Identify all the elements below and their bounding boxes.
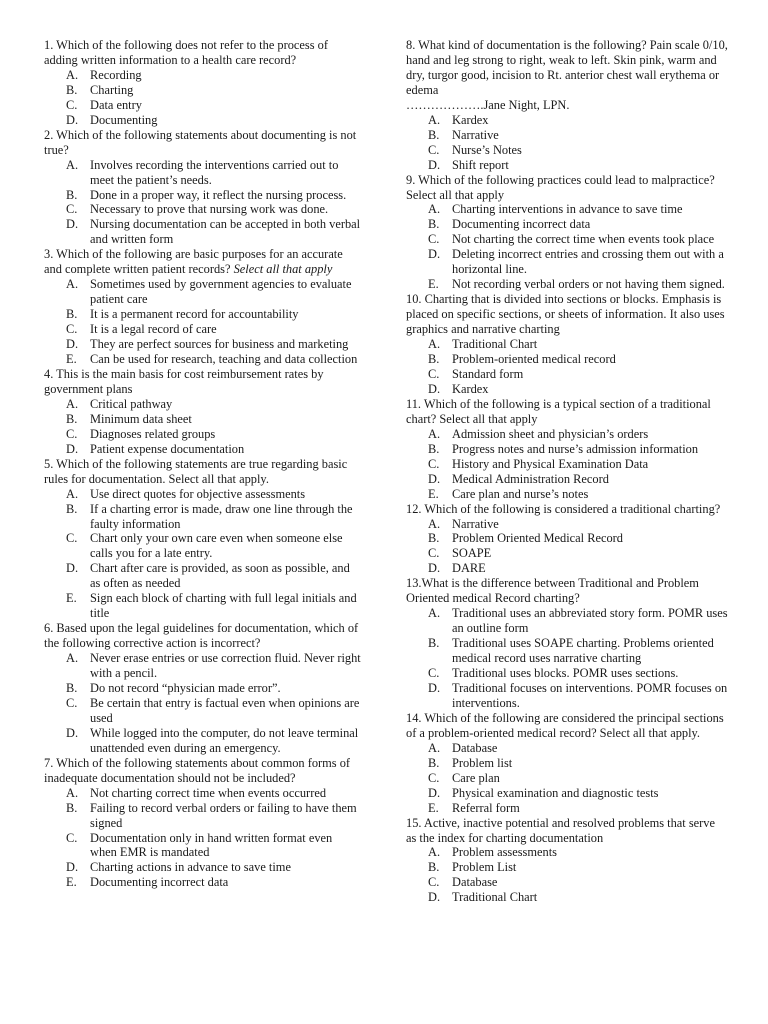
options-list [406, 606, 728, 711]
option-text: Deleting incorrect entries and crossing them out with a horizontal line. [452, 247, 724, 277]
option-item [44, 98, 362, 113]
option-item [44, 83, 362, 98]
option-text: Problem Oriented Medical Record [452, 531, 624, 546]
option-item [44, 113, 362, 128]
option-letter: D. [66, 725, 79, 740]
option-item [44, 561, 362, 591]
option-letter: D. [66, 112, 79, 127]
option-letter: C. [428, 232, 440, 247]
option-item [406, 771, 728, 786]
option-letter: A. [428, 516, 441, 531]
option-text: Traditional Chart [452, 890, 538, 905]
option-letter: D. [66, 860, 79, 875]
option-text: Necessary to prove that nursing work was done. [90, 202, 329, 217]
question-block [406, 173, 728, 293]
option-item [406, 845, 728, 860]
option-letter: A. [428, 337, 441, 352]
option-item [44, 696, 362, 726]
option-item [44, 322, 362, 337]
question-block [44, 756, 362, 891]
option-text: Traditional uses SOAPE charting. Problems oriented medical record uses narrative charting [452, 636, 714, 666]
option-text: Documenting [90, 112, 158, 127]
option-item [406, 472, 728, 487]
option-letter: E. [66, 875, 77, 890]
option-letter: C. [428, 456, 440, 471]
options-list [406, 741, 728, 816]
question-text: 1. Which of the following does not refer to the process of adding written information to a health care record? [44, 38, 328, 67]
option-letter: D. [66, 561, 79, 576]
option-text: Database [452, 740, 498, 755]
option-text: Documenting incorrect data [90, 875, 229, 890]
option-letter: C. [428, 666, 440, 681]
option-item [406, 202, 728, 217]
options-list [406, 202, 728, 292]
option-letter: D. [428, 785, 441, 800]
question-text: 13.What is the difference between Traditional and Problem Oriented medical Record charting? [406, 576, 699, 606]
option-item [406, 232, 728, 247]
option-text: Patient expense documentation [90, 441, 245, 456]
option-text: Traditional Chart [452, 337, 538, 352]
question-text: 14. Which of the following are considered the principal sections of a problem-oriented medical record? Select all that apply. [406, 710, 724, 740]
option-letter: B. [66, 82, 78, 97]
option-item [406, 247, 728, 277]
question-text: 8. What kind of documentation is the following? Pain scale 0/10, hand and leg strong to right, weak to left. Skin pink, warm and dry, turgor good, incision to Rt. anterior chest wall erythema or edema ……………….Jane Night, LPN. [406, 38, 728, 112]
option-text: Minimum data sheet [90, 411, 192, 426]
option-letter: C. [428, 546, 440, 561]
option-text: Use direct quotes for objective assessments [90, 486, 306, 501]
option-letter: C. [66, 531, 78, 546]
signature-line: ……………….Jane Night, LPN. [406, 97, 570, 112]
options-list [406, 337, 728, 397]
option-item [406, 561, 728, 576]
option-letter: C. [428, 770, 440, 785]
options-list [44, 68, 362, 128]
option-text: Kardex [452, 381, 489, 396]
option-item [406, 786, 728, 801]
option-item [406, 546, 728, 561]
option-text: Failing to record verbal orders or failing to have them signed [90, 800, 357, 830]
question-block [44, 457, 362, 621]
option-text: Do not record “physician made error”. [90, 680, 281, 695]
option-item [406, 442, 728, 457]
question-text: 6. Based upon the legal guidelines for documentation, which of the following corrective action is incorrect? [44, 621, 359, 651]
option-text: Not charting correct time when events occurred [90, 785, 327, 800]
option-letter: B. [66, 680, 78, 695]
options-list [44, 786, 362, 891]
option-item [406, 741, 728, 756]
option-letter: D. [428, 680, 441, 695]
option-letter: B. [428, 860, 440, 875]
question-block [44, 38, 362, 128]
option-text: Problem List [452, 860, 517, 875]
option-item [44, 681, 362, 696]
option-text: They are perfect sources for business and marketing [90, 337, 349, 352]
option-text: Sign each block of charting with full legal initials and title [90, 591, 357, 621]
option-letter: B. [428, 352, 440, 367]
option-text: History and Physical Examination Data [452, 456, 649, 471]
question-text: 2. Which of the following statements about documenting is not true? [44, 127, 357, 157]
question-block [406, 38, 728, 173]
option-letter: A. [66, 651, 79, 666]
option-item [44, 352, 362, 367]
option-letter: E. [66, 591, 77, 606]
option-item [44, 217, 362, 247]
option-letter: D. [428, 381, 441, 396]
left-column [44, 38, 362, 890]
option-item [406, 457, 728, 472]
option-text: It is a permanent record for accountability [90, 307, 299, 322]
option-text: Traditional uses blocks. POMR uses sections. [452, 666, 679, 681]
option-item [406, 756, 728, 771]
option-text: Never erase entries or use correction fluid. Never right with a pencil. [90, 651, 361, 681]
option-item [406, 666, 728, 681]
option-text: Traditional uses an abbreviated story form. POMR uses an outline form [452, 606, 728, 636]
option-text: Narrative [452, 127, 499, 142]
question-text: 12. Which of the following is considered a traditional charting? [406, 501, 721, 516]
option-text: It is a legal record of care [90, 322, 217, 337]
option-text: Medical Administration Record [452, 471, 609, 486]
option-letter: A. [66, 157, 79, 172]
option-letter: C. [66, 322, 78, 337]
option-text: Chart after care is provided, as soon as possible, and as often as needed [90, 561, 350, 591]
option-text: Standard form [452, 366, 524, 381]
option-item [406, 875, 728, 890]
option-letter: B. [428, 441, 440, 456]
question-text: 15. Active, inactive potential and resolved problems that serve as the index for charting documentation [406, 815, 715, 845]
question-block [44, 367, 362, 457]
option-item [44, 502, 362, 532]
options-list [406, 517, 728, 577]
option-letter: E. [428, 800, 439, 815]
option-letter: A. [428, 845, 441, 860]
option-letter: B. [428, 217, 440, 232]
option-letter: A. [66, 67, 79, 82]
option-item [406, 128, 728, 143]
option-item [406, 801, 728, 816]
option-letter: B. [428, 531, 440, 546]
option-letter: B. [66, 411, 78, 426]
option-item [406, 382, 728, 397]
question-text: 9. Which of the following practices could lead to malpractice? Select all that apply [406, 172, 715, 202]
option-letter: B. [428, 636, 440, 651]
option-letter: C. [428, 875, 440, 890]
options-list [44, 487, 362, 622]
option-text: Physical examination and diagnostic tests [452, 785, 659, 800]
option-letter: A. [428, 606, 441, 621]
option-text: Problem assessments [452, 845, 557, 860]
option-item [44, 875, 362, 890]
option-item [44, 726, 362, 756]
option-item [44, 307, 362, 322]
option-text: Admission sheet and physician’s orders [452, 426, 649, 441]
option-letter: E. [428, 277, 439, 292]
option-text: Narrative [452, 516, 499, 531]
option-item [44, 487, 362, 502]
option-letter: C. [428, 142, 440, 157]
option-letter: B. [66, 187, 78, 202]
option-text: Charting [90, 82, 134, 97]
options-list [44, 397, 362, 457]
option-letter: A. [66, 396, 79, 411]
question-block [406, 292, 728, 397]
option-text: Problem list [452, 755, 513, 770]
option-letter: E. [66, 352, 77, 367]
question-text: 5. Which of the following statements are true regarding basic rules for documentation. Select all that apply. [44, 456, 348, 486]
option-item [44, 202, 362, 217]
option-letter: A. [66, 785, 79, 800]
option-item [44, 442, 362, 457]
options-list [406, 845, 728, 905]
option-text: Kardex [452, 112, 489, 127]
question-block [406, 502, 728, 577]
option-item [406, 367, 728, 382]
option-letter: C. [428, 366, 440, 381]
option-text: Critical pathway [90, 396, 173, 411]
option-text: If a charting error is made, draw one line through the faulty information [90, 501, 353, 531]
option-item [44, 651, 362, 681]
option-text: Care plan and nurse’s notes [452, 486, 589, 501]
option-letter: B. [66, 501, 78, 516]
option-text: Data entry [90, 97, 142, 112]
option-text: Documentation only in hand written format even when EMR is mandated [90, 830, 333, 860]
question-text: 10. Charting that is divided into sections or blocks. Emphasis is placed on specific sections, or sheets of information. It also uses graphics and narrative charting [406, 292, 725, 337]
option-item [406, 636, 728, 666]
option-item [406, 606, 728, 636]
options-list [44, 277, 362, 367]
question-block [406, 816, 728, 906]
option-item [44, 277, 362, 307]
option-item [406, 531, 728, 546]
option-text: Documenting incorrect data [452, 217, 591, 232]
option-letter: A. [428, 112, 441, 127]
option-text: Care plan [452, 770, 500, 785]
option-item [406, 143, 728, 158]
option-text: Recording [90, 67, 142, 82]
option-text: Not charting the correct time when events took place [452, 232, 715, 247]
option-item [406, 427, 728, 442]
option-item [406, 352, 728, 367]
option-item [44, 831, 362, 861]
option-item [44, 188, 362, 203]
option-letter: D. [66, 217, 79, 232]
question-block [406, 576, 728, 711]
option-text: Charting actions in advance to save time [90, 860, 291, 875]
option-letter: D. [66, 441, 79, 456]
question-block [406, 397, 728, 502]
question-text: 4. This is the main basis for cost reimbursement rates by government plans [44, 366, 324, 396]
options-list [406, 427, 728, 502]
option-text: Nurse’s Notes [452, 142, 522, 157]
option-text: While logged into the computer, do not leave terminal unattended even during an emergency. [90, 725, 359, 755]
option-item [44, 68, 362, 83]
option-letter: A. [66, 486, 79, 501]
option-item [406, 890, 728, 905]
option-text: DARE [452, 561, 486, 576]
question-block [44, 621, 362, 756]
option-item [406, 487, 728, 502]
options-list [44, 158, 362, 248]
option-letter: A. [428, 740, 441, 755]
question-block [44, 247, 362, 367]
option-letter: D. [428, 157, 441, 172]
option-text: Traditional focuses on interventions. POMR focuses on interventions. [452, 680, 728, 710]
option-text: Be certain that entry is factual even when opinions are used [90, 695, 360, 725]
option-item [406, 860, 728, 875]
option-item [44, 786, 362, 801]
option-text: Diagnoses related groups [90, 426, 216, 441]
option-item [44, 801, 362, 831]
option-text: Problem-oriented medical record [452, 352, 616, 367]
option-letter: C. [66, 830, 78, 845]
option-text: Not recording verbal orders or not having them signed. [452, 277, 725, 292]
option-item [44, 860, 362, 875]
option-text: Involves recording the interventions carried out to meet the patient’s needs. [90, 157, 339, 187]
option-item [44, 531, 362, 561]
option-letter: C. [66, 695, 78, 710]
right-column [406, 38, 728, 905]
option-letter: E. [428, 486, 439, 501]
option-letter: D. [428, 247, 441, 262]
option-item [406, 681, 728, 711]
option-letter: B. [66, 307, 78, 322]
option-letter: C. [66, 426, 78, 441]
option-letter: D. [66, 337, 79, 352]
question-text: 7. Which of the following statements about common forms of inadequate documentation should not be included? [44, 755, 351, 785]
option-text: Nursing documentation can be accepted in both verbal and written form [90, 217, 361, 247]
options-list [406, 113, 728, 173]
option-letter: A. [66, 277, 79, 292]
option-item [406, 158, 728, 173]
question-instruction: Select all that apply [233, 262, 333, 277]
option-letter: C. [66, 202, 78, 217]
option-letter: D. [428, 890, 441, 905]
option-text: Can be used for research, teaching and data collection [90, 352, 358, 367]
question-block [44, 128, 362, 248]
option-item [406, 277, 728, 292]
option-item [406, 113, 728, 128]
option-text: Progress notes and nurse’s admission information [452, 441, 699, 456]
option-letter: D. [428, 471, 441, 486]
option-letter: A. [428, 426, 441, 441]
option-letter: C. [66, 97, 78, 112]
option-item [44, 412, 362, 427]
option-letter: D. [428, 561, 441, 576]
option-text: Database [452, 875, 498, 890]
question-text: 3. Which of the following are basic purposes for an accurate and complete written patient records? Select all that apply [44, 247, 343, 277]
option-text: Charting interventions in advance to save time [452, 202, 683, 217]
option-item [44, 337, 362, 352]
option-text: Chart only your own care even when someone else calls you for a late entry. [90, 531, 343, 561]
option-item [406, 517, 728, 532]
option-text: Shift report [452, 157, 509, 172]
option-item [406, 217, 728, 232]
option-item [44, 158, 362, 188]
option-letter: B. [428, 755, 440, 770]
question-block [406, 711, 728, 816]
options-list [44, 651, 362, 756]
option-item [44, 427, 362, 442]
option-item [44, 397, 362, 412]
option-letter: B. [66, 800, 78, 815]
option-text: Referral form [452, 800, 520, 815]
question-text: 11. Which of the following is a typical section of a traditional chart? Select all that apply [406, 396, 711, 426]
option-letter: B. [428, 127, 440, 142]
option-letter: A. [428, 202, 441, 217]
option-text: Sometimes used by government agencies to evaluate patient care [90, 277, 352, 307]
option-text: SOAPE [452, 546, 492, 561]
option-text: Done in a proper way, it reflect the nursing process. [90, 187, 347, 202]
option-item [406, 337, 728, 352]
option-item [44, 591, 362, 621]
